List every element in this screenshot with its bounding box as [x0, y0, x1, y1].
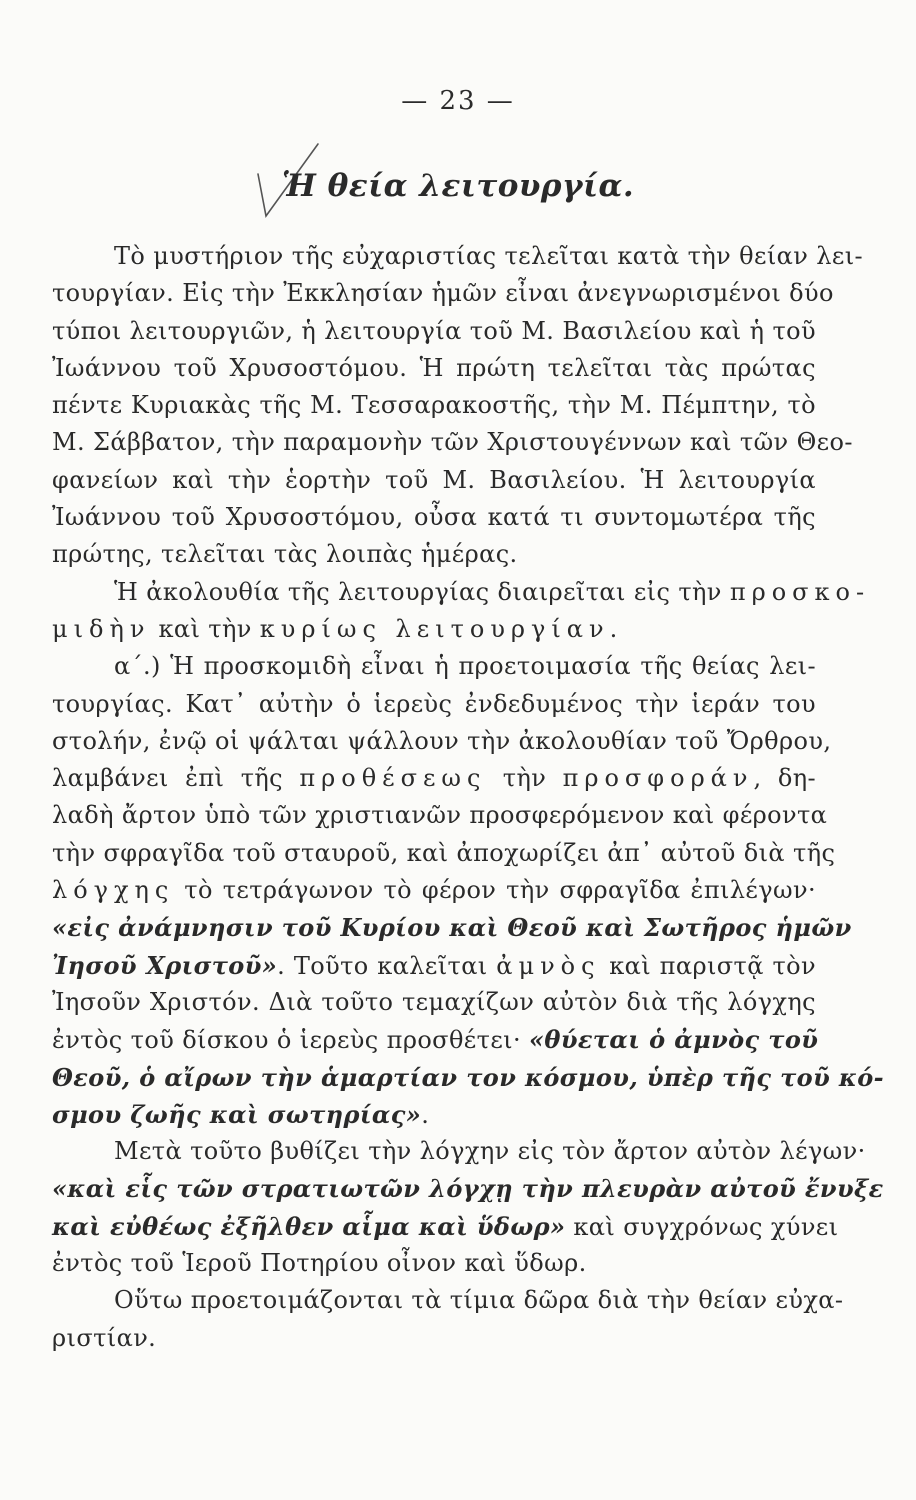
text-line: [52, 574, 871, 611]
spaced-term: προθέσεως: [299, 764, 487, 793]
quote-run: καὶ εὐθέως ἐξῆλθεν αἷμα καὶ ὕδωρ»: [52, 1211, 566, 1241]
text-line: Οὕτω προετοιμάζονται τὰ τίμια δῶρα διὰ τὴν θείαν εὐχα-: [114, 1286, 844, 1315]
text-run: .: [421, 1100, 430, 1129]
spaced-term: λόγχης: [52, 876, 175, 905]
body-text: [52, 238, 885, 1357]
quote-line: «καὶ εἷς τῶν στρατιωτῶν λόγχῃ τὴν πλευρὰν αὐτοῦ ἔνυξε: [52, 1174, 884, 1204]
spaced-term: προσφοράν: [562, 764, 754, 793]
quote-line: Θεοῦ, ὁ αἴρων τὴν ἁμαρτίαν τον κόσμου, ὑπὲρ τῆς τοῦ κό-: [52, 1062, 885, 1092]
text-line: πέντε Κυριακὰς τῆς Μ. Τεσσαρακοστῆς, τὴν Μ. Πέμπτην, τὸ: [52, 391, 816, 420]
text-line: ριστίαν.: [52, 1323, 157, 1352]
text-line: Ἰησοῦν Χριστόν. Διὰ τοῦτο τεμαχίζων αὐτὸν διὰ τῆς λόγχης: [52, 987, 816, 1016]
text-line: Ἰωάννου τοῦ Χρυσοστόμου. Ἡ πρώτη τελεῖται τὰς πρώτας: [52, 353, 816, 382]
text-line: τουργίας. Κατ᾿ αὐτὴν ὁ ἱερεὺς ἐνδεδυμένος τὴν ἱεράν του: [52, 689, 816, 718]
text-run: καὶ συγχρόνως χύνει: [565, 1212, 839, 1241]
spaced-term: προσκο-: [729, 577, 871, 606]
text-run: ἐντὸς τοῦ δίσκου ὁ ἱερεὺς προσθέτει·: [52, 1026, 530, 1055]
text-line: Μετὰ τοῦτο βυθίζει τὴν λόγχην εἰς τὸν ἄρτον αὐτὸν λέγων·: [114, 1137, 866, 1166]
text-run: , δη-: [753, 764, 816, 793]
text-line: Ἰωάννου τοῦ Χρυσοστόμου, οὖσα κατά τι συντομωτέρα τῆς: [52, 503, 816, 532]
spaced-term: κυρίως λειτουργίαν: [259, 614, 610, 643]
text-line: τουργίαν. Εἰς τὴν Ἐκκλησίαν ἡμῶν εἶναι ἀνεγνωρισμένοι δύο: [52, 279, 834, 308]
text-line: Μ. Σάββατον, τὴν παραμονὴν τῶν Χριστουγέννων καὶ τῶν Θεο-: [52, 428, 853, 457]
spaced-term: μιδὴν: [52, 614, 151, 643]
text-line: [52, 1096, 816, 1133]
text-run: καὶ παριστᾷ τὸν: [600, 951, 816, 980]
text-run: καὶ τὴν: [150, 614, 260, 643]
text-line: τύποι λειτουργιῶν, ἡ λειτουργία τοῦ Μ. Βασιλείου καὶ ἡ τοῦ: [52, 316, 816, 345]
text-line: [52, 611, 816, 648]
text-line: τὴν σφραγῖδα τοῦ σταυροῦ, καὶ ἀποχωρίζει ἀπ᾿ αὐτοῦ διὰ τῆς: [52, 838, 836, 867]
text-line: [52, 1208, 839, 1245]
text-line: ἐντὸς τοῦ Ἱεροῦ Ποτηρίου οἶνον καὶ ὕδωρ.: [52, 1249, 587, 1278]
text-line: Τὸ μυστήριον τῆς εὐχαριστίας τελεῖται κατὰ τὴν θείαν λει-: [114, 242, 864, 270]
spaced-term: ἀμνὸς: [496, 951, 601, 980]
text-run: λαμβάνει ἐπὶ τῆς: [52, 764, 300, 793]
quote-run: «θύεται ὁ ἀμνὸς τοῦ: [529, 1025, 819, 1055]
text-run: τὸ τετράγωνον τὸ φέρον τὴν σφραγῖδα ἐπιλέγων·: [174, 876, 816, 905]
chapter-title: Ἡ θεία λειτουργία.: [281, 168, 635, 204]
text-run: . Τοῦτο καλεῖται: [277, 951, 497, 980]
text-line: [52, 760, 816, 797]
quote-line: «εἰς ἀνάμνησιν τοῦ Κυρίου καὶ Θεοῦ καὶ Σωτῆρος ἡμῶν: [52, 913, 852, 943]
text-line: [52, 947, 816, 984]
text-line: [52, 1021, 819, 1058]
text-line: α΄.) Ἡ προσκομιδὴ εἶναι ἡ προετοιμασία τῆς θείας λει-: [114, 652, 816, 681]
page-number: — 23 —: [401, 86, 515, 116]
text-line: στολήν, ἐνῷ οἱ ψάλται ψάλλουν τὴν ἀκολουθίαν τοῦ Ὄρθρου,: [52, 726, 832, 755]
text-line: πρώτης, τελεῖται τὰς λοιπὰς ἡμέρας.: [52, 540, 518, 569]
text-run: τὴν: [486, 764, 563, 793]
quote-run: σμου ζωῆς καὶ σωτηρίας»: [52, 1099, 422, 1129]
text-line: λαδὴ ἄρτον ὑπὸ τῶν χριστιανῶν προσφερόμενον καὶ φέροντα: [52, 801, 828, 830]
text-line: φανείων καὶ τὴν ἑορτὴν τοῦ Μ. Βασιλείου. Ἡ λειτουργία: [52, 465, 816, 494]
quote-run: Ἰησοῦ Χριστοῦ»: [52, 950, 278, 980]
text-run: Ἡ ἀκολουθία τῆς λειτουργίας διαιρεῖται εἰς τὴν: [114, 577, 730, 606]
text-run: .: [609, 614, 618, 643]
text-line: [52, 872, 816, 909]
